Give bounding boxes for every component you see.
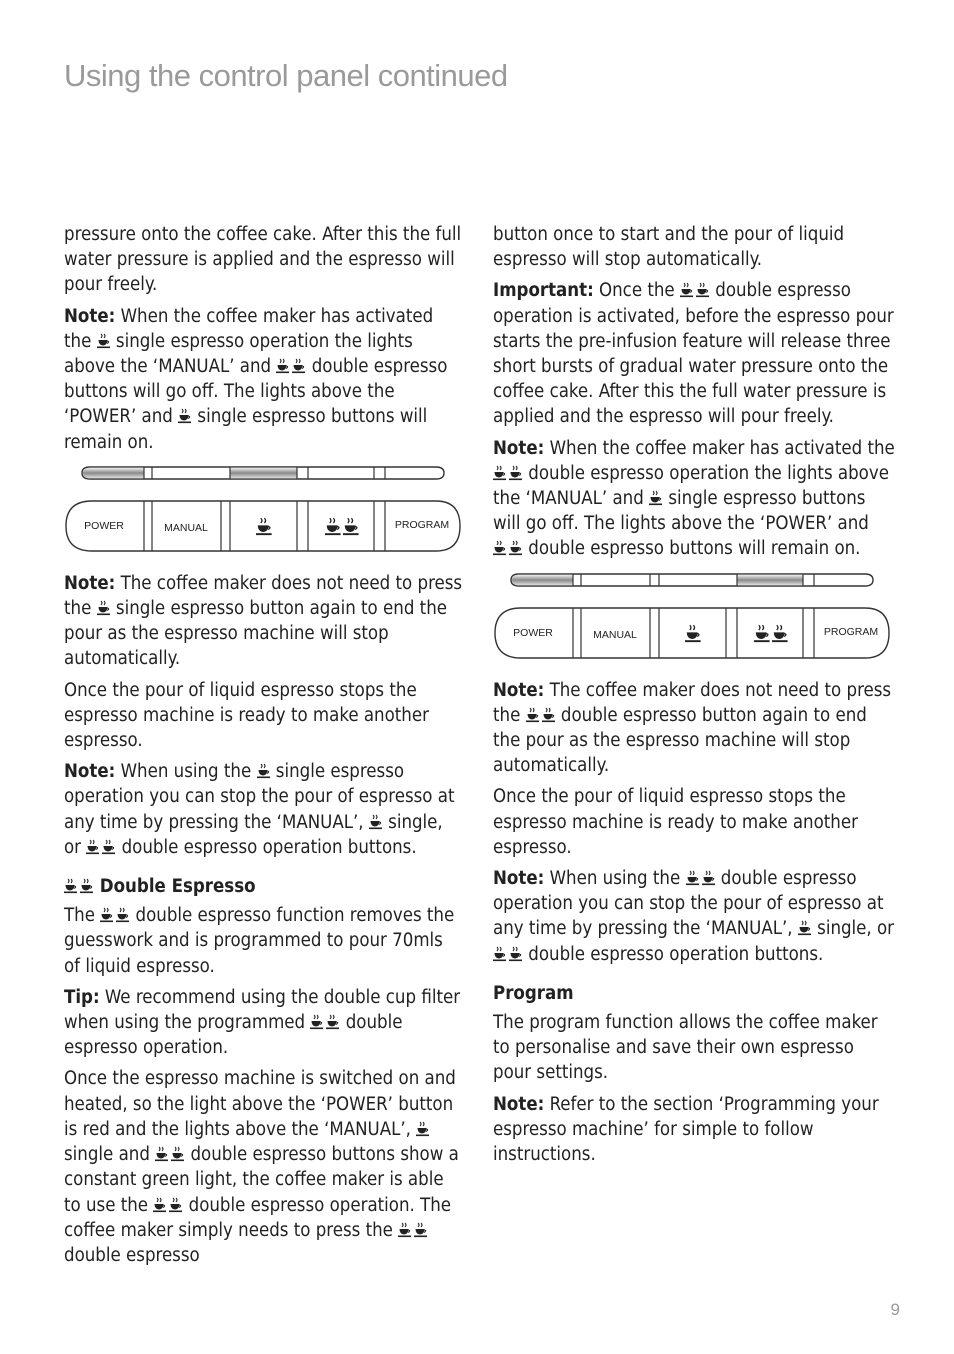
paragraph: The program function allows the coffee maker to personalise and save their own espresso pour settings. — [493, 1012, 878, 1084]
text: When the coffee maker has activated the — [544, 437, 895, 459]
note-label: Note: — [493, 868, 545, 890]
text: When the coffee maker has activated the — [64, 305, 434, 352]
note — [64, 571, 464, 672]
note — [493, 436, 895, 562]
paragraph — [64, 903, 464, 979]
tip — [64, 985, 464, 1061]
text: The coffee maker does not need to press the — [64, 572, 463, 620]
text: single, or — [811, 918, 895, 940]
control-panel-diagram — [64, 465, 464, 555]
text: When using the — [115, 761, 257, 783]
heading-text: Double Espresso — [94, 876, 256, 898]
double-espresso-icon — [686, 870, 716, 886]
text: double espresso buttons will go off. The lights above the ‘POWER’ and — [64, 356, 448, 428]
text: double espresso operation is activated, before the espresso pour starts the pre-infusion feature will release three short bursts of gradual water pressure onto the coffee cake. After this the full water pressure is applied and the espresso will pour freely. — [493, 280, 894, 428]
note — [493, 678, 895, 779]
left-column — [64, 222, 464, 1274]
text: single espresso buttons will go off. The lights above the ‘POWER’ and — [493, 488, 869, 535]
paragraph: Once the pour of liquid espresso stops the espresso machine is ready to make another espresso. — [493, 786, 858, 858]
single-espresso-icon — [798, 920, 812, 936]
text: double espresso buttons will remain on. — [523, 538, 861, 560]
double-espresso-icon — [86, 839, 116, 855]
single-espresso-icon — [97, 600, 111, 616]
single-espresso-light — [230, 468, 297, 479]
single-espresso-icon — [257, 763, 271, 779]
text: double espresso operation you can stop the pour of espresso at any time by pressing the ‘MANUAL’, — [493, 868, 884, 940]
double-espresso-icon — [398, 1222, 428, 1238]
text: single, or — [64, 811, 443, 858]
single-espresso-icon — [369, 814, 383, 830]
double-espresso-icon — [310, 1014, 340, 1030]
text: double espresso operation buttons. — [116, 836, 417, 858]
text: double espresso buttons show a constant green light, the coffee maker is able to use the — [64, 1144, 459, 1216]
note — [64, 304, 464, 455]
program-button[interactable]: PROGRAM — [823, 625, 879, 638]
text: double espresso operation. The coffee maker simply needs to press the — [64, 1194, 452, 1241]
paragraph: button once to start and the pour of liquid espresso will stop automatically. — [493, 224, 845, 271]
tip-label: Tip: — [64, 986, 100, 1008]
page-number: 9 — [890, 1300, 900, 1319]
double-espresso-icon — [153, 1197, 183, 1213]
manual-button[interactable]: MANUAL — [593, 628, 637, 641]
note-label: Note: — [493, 679, 545, 701]
note-label: Note: — [64, 305, 116, 327]
page-title: Using the control panel continued — [64, 58, 508, 93]
text: single espresso buttons will remain on. — [64, 406, 428, 453]
single-espresso-icon — [649, 490, 663, 506]
power-light — [83, 468, 144, 479]
text: Refer to the section ‘Programming your espresso machine’ for simple to follow instructions. — [493, 1093, 879, 1166]
note — [493, 1092, 895, 1168]
text: single and — [64, 1144, 156, 1166]
text: double espresso function removes the guesswork and is programmed to pour 70mls of liquid espresso. — [64, 905, 455, 977]
program-button[interactable]: PROGRAM — [394, 518, 450, 531]
double-espresso-icon — [64, 878, 94, 894]
power-button[interactable]: POWER — [84, 519, 124, 532]
text: double espresso operation buttons. — [523, 943, 824, 965]
double-espresso-icon — [526, 707, 556, 723]
note-label: Note: — [493, 437, 545, 459]
paragraph: Once the pour of liquid espresso stops the espresso machine is ready to make another espresso. — [64, 679, 429, 752]
important-note — [493, 278, 895, 429]
double-espresso-icon — [100, 907, 130, 923]
single-espresso-icon — [416, 1121, 430, 1137]
note-label: Note: — [64, 572, 116, 594]
text: Once the espresso machine is switched on and heated, so the light above the ‘POWER’ button is red and the lights above the ‘MANUAL’, — [64, 1068, 456, 1140]
right-column — [493, 222, 895, 1173]
double-espresso-light — [737, 574, 803, 585]
manual-button[interactable]: MANUAL — [164, 521, 208, 534]
text: We recommend using the double cup filter when using the programmed — [64, 986, 461, 1034]
paragraph: pressure onto the coffee cake. After this the full water pressure is applied and the espresso will pour freely. — [64, 224, 462, 296]
paragraph — [64, 1066, 464, 1268]
text: Once the — [593, 280, 680, 302]
power-button[interactable]: POWER — [513, 626, 553, 639]
text: single espresso operation you can stop the pour of espresso at any time by pressing the ‘MANUAL’, — [64, 761, 455, 833]
control-panel-diagram — [493, 572, 895, 662]
note-label: Note: — [493, 1093, 545, 1115]
section-heading-double-espresso — [64, 874, 464, 899]
single-espresso-icon — [178, 408, 192, 424]
note-label: Note: — [64, 761, 116, 783]
text: The — [64, 905, 101, 927]
single-espresso-icon — [97, 333, 111, 349]
double-espresso-icon — [493, 946, 523, 962]
double-espresso-icon — [493, 540, 523, 556]
text: double espresso — [64, 1244, 200, 1266]
text: double espresso operation the lights above the ‘MANUAL’ and — [493, 462, 889, 510]
note — [64, 759, 464, 860]
double-espresso-icon — [680, 282, 710, 298]
text: double espresso button again to end the pour as the espresso machine will stop automatically. — [493, 704, 867, 777]
double-espresso-icon — [276, 358, 306, 374]
text: The coffee maker does not need to press the — [493, 679, 892, 726]
text: single espresso button again to end the pour as the espresso machine will stop automatically. — [64, 598, 447, 670]
important-label: Important: — [493, 280, 594, 302]
power-light — [512, 574, 573, 585]
double-espresso-icon — [155, 1146, 185, 1162]
double-espresso-icon — [493, 465, 523, 481]
note — [493, 866, 895, 967]
text: When using the — [544, 868, 686, 890]
text: single espresso operation the lights above the ‘MANUAL’ and — [64, 330, 413, 378]
section-heading-program: Program — [493, 982, 574, 1004]
text: double espresso operation. — [64, 1012, 403, 1059]
